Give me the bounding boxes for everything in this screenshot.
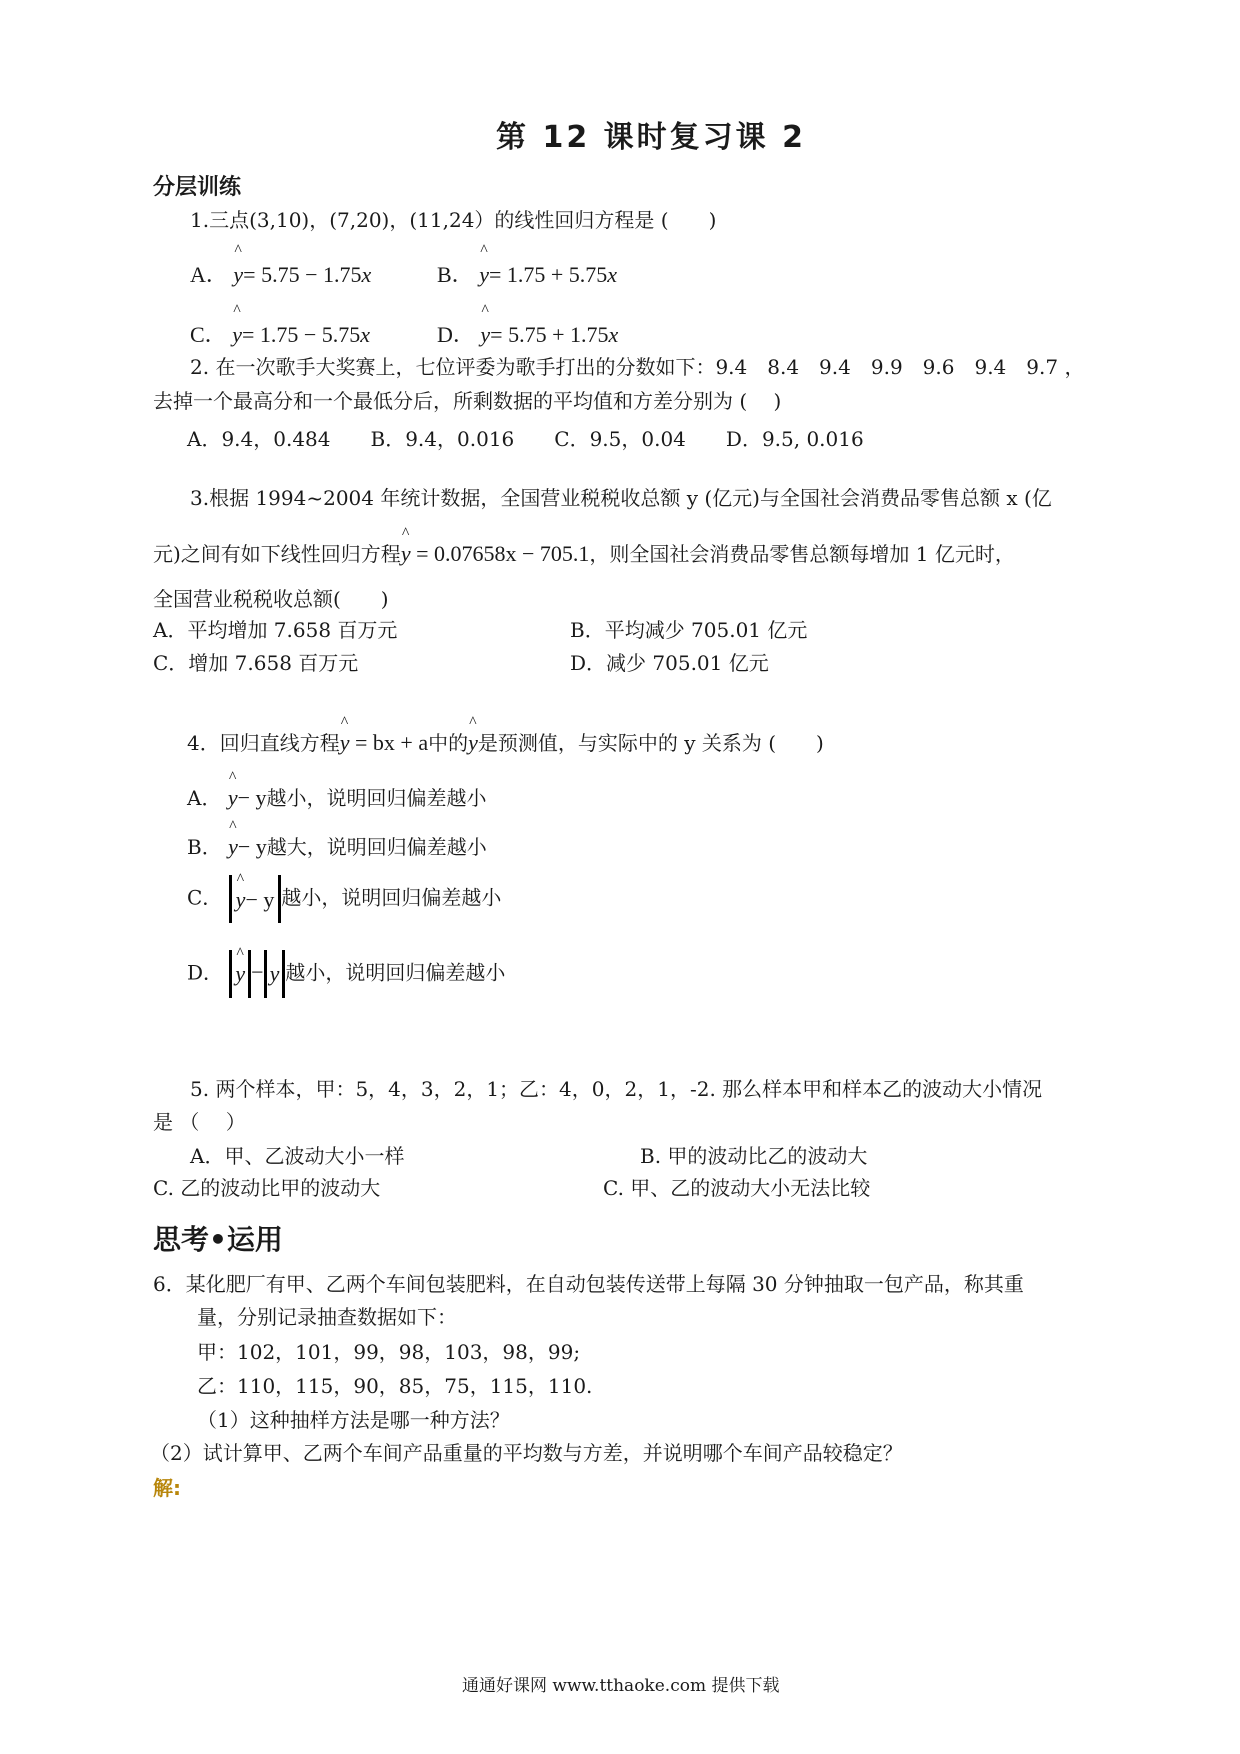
q4-option-d: D． ^ y − y 越小，说明回归偏差越小: [187, 950, 505, 998]
q2-options: A．9.4，0.484 B．9.4，0.016 C．9.5，0.04 D．9.5, 0.016: [187, 427, 864, 451]
q6-part2: （2）试计算甲、乙两个车间产品重量的平均数与方差，并说明哪个车间产品较稳定？: [150, 1441, 903, 1465]
q5-option-b: B. 甲的波动比乙的波动大: [640, 1144, 868, 1168]
q1-stem: 1.三点(3,10)，(7,20)，(11,24）的线性回归方程是 ( ): [190, 208, 717, 232]
q3-option-b: B．平均减少 705.01 亿元: [570, 618, 808, 642]
q4-option-a: A． ^ y− y越小，说明回归偏差越小: [187, 786, 487, 810]
q5-line1: 5. 两个样本，甲：5，4，3，2，1；乙：4，0，2，1，-2. 那么样本甲和样本乙的波动大小情况: [190, 1077, 1043, 1101]
page-title: 第 12 课时复习课 2: [496, 120, 806, 155]
q4-option-b: B． ^ y− y越大，说明回归偏差越小: [187, 835, 487, 859]
q1-option-d: D． ^ y= 5.75 + 1.75x: [437, 318, 618, 349]
q2-line2: 去掉一个最高分和一个最低分后，所剩数据的平均值和方差分别为 ( ): [153, 389, 782, 413]
q4-stem: 4．回归直线方程^ y = bx + a中的^ y是预测值，与实际中的 y 关系为 ( ): [187, 731, 824, 755]
q6-line2: 量，分别记录抽查数据如下：: [197, 1305, 457, 1329]
q3-option-c: C．增加 7.658 百万元: [153, 651, 359, 675]
section-heading-thinking-application: 思考•运用: [153, 1223, 283, 1256]
q3-line2: 元)之间有如下线性回归方程^ y = 0.07658x − 705.1，则全国社会消费品零售总额每增加 1 亿元时，: [153, 542, 1015, 566]
q3-line3: 全国营业税税收总额( ): [153, 587, 389, 611]
q6-data-jia: 甲：102，101，99，98，103，98，99;: [197, 1340, 581, 1364]
q3-option-a: A．平均增加 7.658 百万元: [153, 618, 398, 642]
q5-option-a: A．甲、乙波动大小一样: [190, 1144, 405, 1168]
q4-option-c: C． ^ y− y 越小，说明回归偏差越小: [187, 875, 501, 923]
q1-option-b: B． ^ y= 1.75 + 5.75x: [437, 258, 617, 289]
q1-option-c: C． ^ y= 1.75 − 5.75x: [190, 318, 370, 349]
q5-option-c1: C. 乙的波动比甲的波动大: [153, 1176, 381, 1200]
q6-data-yi: 乙：110，115，90，85，75，115，110.: [197, 1374, 593, 1398]
q6-line1: 6．某化肥厂有甲、乙两个车间包装肥料，在自动包装传送带上每隔 30 分钟抽取一包产品，称其重: [153, 1272, 1024, 1296]
q1-option-a: A． ^ y= 5.75 − 1.75x: [190, 258, 371, 289]
q2-line1: 2. 在一次歌手大奖赛上，七位评委为歌手打出的分数如下：9.4 8.4 9.4 9.9 9.6 9.4 9.7 ，: [190, 355, 1085, 379]
q6-part1: （1）这种抽样方法是哪一种方法？: [197, 1408, 510, 1432]
section-heading-layered-training: 分层训练: [153, 175, 242, 200]
q3-line1: 3.根据 1994~2004 年统计数据，全国营业税税收总额 y (亿元)与全国社会消费品零售总额 x (亿: [190, 486, 1052, 510]
answer-label: 解:: [153, 1476, 181, 1500]
q5-option-c2: C. 甲、乙的波动大小无法比较: [603, 1176, 871, 1200]
footer-credit: 通通好课网 www.tthaoke.com 提供下载: [462, 1676, 780, 1696]
q3-option-d: D．减少 705.01 亿元: [570, 651, 769, 675]
q5-line2: 是 （ ）: [153, 1110, 246, 1134]
